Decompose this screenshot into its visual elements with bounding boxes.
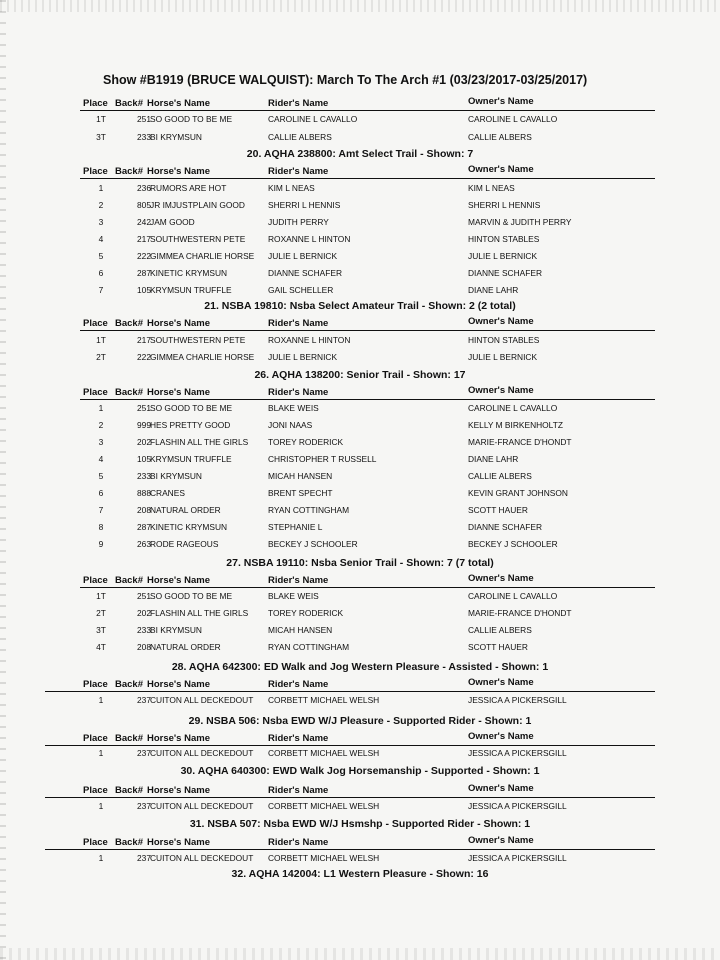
cell-owner: MARIE-FRANCE D'HONDT xyxy=(468,608,572,618)
cell-owner: JESSICA A PICKERSGILL xyxy=(468,853,567,863)
cell-place: 6 xyxy=(98,268,104,278)
cell-owner: CAROLINE L CAVALLO xyxy=(468,114,558,124)
cell-place: 2 xyxy=(98,420,104,430)
cell-place: 8 xyxy=(98,522,104,532)
column-header-back: Back# xyxy=(115,166,143,177)
cell-horse: KRYMSUN TRUFFLE xyxy=(150,285,232,295)
cell-horse: HES PRETTY GOOD xyxy=(150,420,231,430)
cell-place: 1T xyxy=(96,114,106,124)
result-row xyxy=(0,114,720,128)
cell-owner: CALLIE ALBERS xyxy=(468,471,532,481)
column-header-owner: Owner's Name xyxy=(468,835,534,846)
column-header-horse: Horse's Name xyxy=(147,387,210,398)
cell-rider: CORBETT MICHAEL WELSH xyxy=(268,853,380,863)
cell-rider: ROXANNE L HINTON xyxy=(268,335,351,345)
column-header-rider: Rider's Name xyxy=(268,318,329,329)
scan-edge-top xyxy=(0,0,720,12)
cell-back: 233 xyxy=(137,471,151,481)
cell-back: 237 xyxy=(137,748,151,758)
cell-rider: SHERRI L HENNIS xyxy=(268,200,341,210)
cell-horse: BI KRYMSUN xyxy=(150,471,202,481)
cell-owner: DIANNE SCHAFER xyxy=(468,268,542,278)
cell-place: 1T xyxy=(96,591,106,601)
cell-back: 208 xyxy=(137,642,151,652)
cell-back: 242 xyxy=(137,217,151,227)
result-row xyxy=(0,285,720,299)
cell-owner: SCOTT HAUER xyxy=(468,505,528,515)
cell-rider: CORBETT MICHAEL WELSH xyxy=(268,695,380,705)
cell-rider: JONI NAAS xyxy=(268,420,313,430)
column-header-back: Back# xyxy=(115,785,143,796)
cell-place: 3 xyxy=(98,217,104,227)
cell-rider: JULIE L BERNICK xyxy=(268,352,338,362)
cell-back: 222 xyxy=(137,251,151,261)
result-row xyxy=(0,268,720,282)
cell-horse: RUMORS ARE HOT xyxy=(150,183,227,193)
cell-place: 3 xyxy=(98,437,104,447)
result-row xyxy=(0,695,720,709)
cell-owner: CAROLINE L CAVALLO xyxy=(468,403,558,413)
cell-back: 287 xyxy=(137,522,151,532)
cell-owner: SCOTT HAUER xyxy=(468,642,528,652)
cell-rider: BRENT SPECHT xyxy=(268,488,333,498)
cell-horse: FLASHIN ALL THE GIRLS xyxy=(150,608,249,618)
cell-place: 1 xyxy=(98,748,104,758)
header-rule xyxy=(80,178,655,179)
cell-place: 6 xyxy=(98,488,104,498)
result-row xyxy=(0,251,720,265)
section-title: 32. AQHA 142004: L1 Western Pleasure - Shown: 16 xyxy=(231,868,489,880)
header-rule xyxy=(80,330,655,331)
cell-back: 202 xyxy=(137,437,151,447)
cell-owner: DIANE LAHR xyxy=(468,285,519,295)
column-header-owner: Owner's Name xyxy=(468,385,534,396)
cell-owner: CALLIE ALBERS xyxy=(468,132,532,142)
cell-rider: CORBETT MICHAEL WELSH xyxy=(268,748,380,758)
cell-back: 237 xyxy=(137,853,151,863)
cell-back: 251 xyxy=(137,591,151,601)
cell-rider: MICAH HANSEN xyxy=(268,625,333,635)
result-row xyxy=(0,420,720,434)
cell-back: 217 xyxy=(137,335,151,345)
result-row xyxy=(0,853,720,867)
column-header-rider: Rider's Name xyxy=(268,166,329,177)
column-header-place: Place xyxy=(83,387,108,398)
cell-owner: HINTON STABLES xyxy=(468,335,540,345)
cell-rider: JULIE L BERNICK xyxy=(268,251,338,261)
cell-horse: NATURAL ORDER xyxy=(150,642,221,652)
cell-back: 999 xyxy=(137,420,151,430)
cell-place: 5 xyxy=(98,471,104,481)
cell-back: 217 xyxy=(137,234,151,244)
cell-rider: RYAN COTTINGHAM xyxy=(268,505,350,515)
cell-rider: RYAN COTTINGHAM xyxy=(268,642,350,652)
cell-horse: CUITON ALL DECKEDOUT xyxy=(150,801,254,811)
cell-place: 4 xyxy=(98,454,104,464)
result-row xyxy=(0,488,720,502)
cell-rider: TOREY RODERICK xyxy=(268,608,344,618)
column-header-horse: Horse's Name xyxy=(147,98,210,109)
cell-back: 263 xyxy=(137,539,151,549)
cell-back: 233 xyxy=(137,132,151,142)
cell-place: 1 xyxy=(98,853,104,863)
cell-back: 805 xyxy=(137,200,151,210)
result-row xyxy=(0,352,720,366)
cell-rider: JUDITH PERRY xyxy=(268,217,329,227)
cell-horse: SOUTHWESTERN PETE xyxy=(150,234,246,244)
cell-back: 251 xyxy=(137,403,151,413)
cell-place: 7 xyxy=(98,285,104,295)
section-title: 28. AQHA 642300: ED Walk and Jog Western Pleasure - Assisted - Shown: 1 xyxy=(171,661,549,673)
cell-place: 1 xyxy=(98,183,104,193)
column-header-place: Place xyxy=(83,98,108,109)
section-title: 26. AQHA 138200: Senior Trail - Shown: 17 xyxy=(254,369,466,381)
result-row xyxy=(0,522,720,536)
column-header-place: Place xyxy=(83,318,108,329)
column-header-owner: Owner's Name xyxy=(468,316,534,327)
cell-horse: SO GOOD TO BE ME xyxy=(150,403,233,413)
cell-back: 233 xyxy=(137,625,151,635)
section-title: 21. NSBA 19810: Nsba Select Amateur Trail - Shown: 2 (2 total) xyxy=(204,300,516,312)
cell-back: 105 xyxy=(137,454,151,464)
header-rule xyxy=(45,745,655,746)
header-rule xyxy=(45,691,655,692)
result-row xyxy=(0,234,720,248)
column-header-horse: Horse's Name xyxy=(147,679,210,690)
cell-rider: BLAKE WEIS xyxy=(268,591,319,601)
cell-horse: BI KRYMSUN xyxy=(150,625,202,635)
column-header-back: Back# xyxy=(115,733,143,744)
result-row xyxy=(0,748,720,762)
cell-place: 4T xyxy=(96,642,106,652)
column-header-place: Place xyxy=(83,679,108,690)
cell-owner: DIANNE SCHAFER xyxy=(468,522,542,532)
cell-place: 9 xyxy=(98,539,104,549)
cell-horse: SO GOOD TO BE ME xyxy=(150,591,233,601)
cell-rider: CALLIE ALBERS xyxy=(268,132,332,142)
column-header-back: Back# xyxy=(115,679,143,690)
cell-rider: CHRISTOPHER T RUSSELL xyxy=(268,454,377,464)
result-row xyxy=(0,132,720,146)
cell-horse: CRANES xyxy=(150,488,185,498)
cell-place: 3T xyxy=(96,132,106,142)
cell-owner: JESSICA A PICKERSGILL xyxy=(468,748,567,758)
cell-horse: KINETIC KRYMSUN xyxy=(150,522,228,532)
cell-back: 888 xyxy=(137,488,151,498)
column-header-rider: Rider's Name xyxy=(268,387,329,398)
cell-owner: JULIE L BERNICK xyxy=(468,251,538,261)
cell-owner: DIANE LAHR xyxy=(468,454,519,464)
result-row xyxy=(0,183,720,197)
result-row xyxy=(0,801,720,815)
cell-owner: CALLIE ALBERS xyxy=(468,625,532,635)
cell-rider: MICAH HANSEN xyxy=(268,471,333,481)
cell-back: 202 xyxy=(137,608,151,618)
cell-back: 237 xyxy=(137,801,151,811)
section-title: 30. AQHA 640300: EWD Walk Jog Horsemanship - Supported - Shown: 1 xyxy=(180,765,540,777)
scan-edge-bottom xyxy=(0,948,720,960)
cell-place: 1 xyxy=(98,403,104,413)
cell-owner: JESSICA A PICKERSGILL xyxy=(468,695,567,705)
cell-owner: KELLY M BIRKENHOLTZ xyxy=(468,420,563,430)
column-header-back: Back# xyxy=(115,98,143,109)
result-row xyxy=(0,454,720,468)
cell-owner: JULIE L BERNICK xyxy=(468,352,538,362)
cell-place: 3T xyxy=(96,625,106,635)
result-row xyxy=(0,437,720,451)
cell-place: 7 xyxy=(98,505,104,515)
cell-rider: ROXANNE L HINTON xyxy=(268,234,351,244)
cell-back: 237 xyxy=(137,695,151,705)
cell-horse: CUITON ALL DECKEDOUT xyxy=(150,853,254,863)
column-header-owner: Owner's Name xyxy=(468,677,534,688)
section-title: 31. NSBA 507: Nsba EWD W/J Hsmshp - Supported Rider - Shown: 1 xyxy=(189,818,531,830)
cell-horse: NATURAL ORDER xyxy=(150,505,221,515)
column-header-place: Place xyxy=(83,733,108,744)
column-header-back: Back# xyxy=(115,575,143,586)
header-rule xyxy=(80,587,655,588)
cell-horse: SO GOOD TO BE ME xyxy=(150,114,233,124)
cell-place: 4 xyxy=(98,234,104,244)
column-header-owner: Owner's Name xyxy=(468,731,534,742)
result-row xyxy=(0,505,720,519)
cell-place: 1 xyxy=(98,695,104,705)
column-header-horse: Horse's Name xyxy=(147,318,210,329)
cell-rider: GAIL SCHELLER xyxy=(268,285,334,295)
cell-horse: FLASHIN ALL THE GIRLS xyxy=(150,437,249,447)
cell-horse: JAM GOOD xyxy=(150,217,195,227)
column-header-place: Place xyxy=(83,575,108,586)
result-row xyxy=(0,471,720,485)
result-row xyxy=(0,335,720,349)
section-title: 27. NSBA 19110: Nsba Senior Trail - Shown: 7 (7 total) xyxy=(226,557,494,569)
cell-rider: BLAKE WEIS xyxy=(268,403,319,413)
result-row xyxy=(0,200,720,214)
cell-owner: SHERRI L HENNIS xyxy=(468,200,541,210)
cell-place: 2T xyxy=(96,352,106,362)
column-header-rider: Rider's Name xyxy=(268,98,329,109)
cell-horse: CUITON ALL DECKEDOUT xyxy=(150,748,254,758)
cell-rider: TOREY RODERICK xyxy=(268,437,344,447)
column-header-owner: Owner's Name xyxy=(468,573,534,584)
column-header-back: Back# xyxy=(115,318,143,329)
show-title: Show #B1919 (BRUCE WALQUIST): March To The Arch #1 (03/23/2017-03/25/2017) xyxy=(103,73,588,87)
column-header-horse: Horse's Name xyxy=(147,785,210,796)
cell-horse: SOUTHWESTERN PETE xyxy=(150,335,246,345)
cell-horse: KRYMSUN TRUFFLE xyxy=(150,454,232,464)
section-title: 29. NSBA 506: Nsba EWD W/J Pleasure - Supported Rider - Shown: 1 xyxy=(188,715,532,727)
result-row xyxy=(0,403,720,417)
cell-owner: KEVIN GRANT JOHNSON xyxy=(468,488,568,498)
column-header-place: Place xyxy=(83,166,108,177)
section-title: 20. AQHA 238800: Amt Select Trail - Shown: 7 xyxy=(246,148,474,160)
cell-horse: KINETIC KRYMSUN xyxy=(150,268,228,278)
cell-back: 105 xyxy=(137,285,151,295)
cell-horse: RODE RAGEOUS xyxy=(150,539,219,549)
column-header-rider: Rider's Name xyxy=(268,575,329,586)
column-header-place: Place xyxy=(83,837,108,848)
cell-rider: STEPHANIE L xyxy=(268,522,323,532)
cell-owner: KIM L NEAS xyxy=(468,183,515,193)
cell-rider: BECKEY J SCHOOLER xyxy=(268,539,358,549)
column-header-rider: Rider's Name xyxy=(268,679,329,690)
cell-back: 236 xyxy=(137,183,151,193)
column-header-rider: Rider's Name xyxy=(268,837,329,848)
column-header-horse: Horse's Name xyxy=(147,733,210,744)
column-header-horse: Horse's Name xyxy=(147,575,210,586)
result-row xyxy=(0,591,720,605)
column-header-rider: Rider's Name xyxy=(268,733,329,744)
result-row xyxy=(0,642,720,656)
cell-horse: GIMMEA CHARLIE HORSE xyxy=(150,251,255,261)
cell-horse: GIMMEA CHARLIE HORSE xyxy=(150,352,255,362)
header-rule xyxy=(80,399,655,400)
cell-owner: BECKEY J SCHOOLER xyxy=(468,539,558,549)
cell-back: 251 xyxy=(137,114,151,124)
cell-horse: JR IMJUSTPLAIN GOOD xyxy=(150,200,245,210)
cell-back: 222 xyxy=(137,352,151,362)
header-rule xyxy=(80,110,655,111)
cell-owner: JESSICA A PICKERSGILL xyxy=(468,801,567,811)
cell-back: 208 xyxy=(137,505,151,515)
cell-place: 2T xyxy=(96,608,106,618)
column-header-owner: Owner's Name xyxy=(468,164,534,175)
column-header-back: Back# xyxy=(115,387,143,398)
cell-horse: CUITON ALL DECKEDOUT xyxy=(150,695,254,705)
cell-horse: BI KRYMSUN xyxy=(150,132,202,142)
result-row xyxy=(0,217,720,231)
column-header-owner: Owner's Name xyxy=(468,96,534,107)
cell-rider: KIM L NEAS xyxy=(268,183,315,193)
cell-place: 5 xyxy=(98,251,104,261)
cell-owner: MARIE-FRANCE D'HONDT xyxy=(468,437,572,447)
column-header-place: Place xyxy=(83,785,108,796)
result-row xyxy=(0,625,720,639)
cell-place: 1T xyxy=(96,335,106,345)
cell-place: 1 xyxy=(98,801,104,811)
column-header-horse: Horse's Name xyxy=(147,837,210,848)
cell-owner: MARVIN & JUDITH PERRY xyxy=(468,217,572,227)
column-header-back: Back# xyxy=(115,837,143,848)
result-row xyxy=(0,608,720,622)
cell-back: 287 xyxy=(137,268,151,278)
cell-rider: DIANNE SCHAFER xyxy=(268,268,342,278)
cell-rider: CORBETT MICHAEL WELSH xyxy=(268,801,380,811)
column-header-rider: Rider's Name xyxy=(268,785,329,796)
cell-owner: CAROLINE L CAVALLO xyxy=(468,591,558,601)
cell-owner: HINTON STABLES xyxy=(468,234,540,244)
cell-place: 2 xyxy=(98,200,104,210)
column-header-owner: Owner's Name xyxy=(468,783,534,794)
header-rule xyxy=(45,797,655,798)
header-rule xyxy=(45,849,655,850)
column-header-horse: Horse's Name xyxy=(147,166,210,177)
result-row xyxy=(0,539,720,553)
cell-rider: CAROLINE L CAVALLO xyxy=(268,114,358,124)
